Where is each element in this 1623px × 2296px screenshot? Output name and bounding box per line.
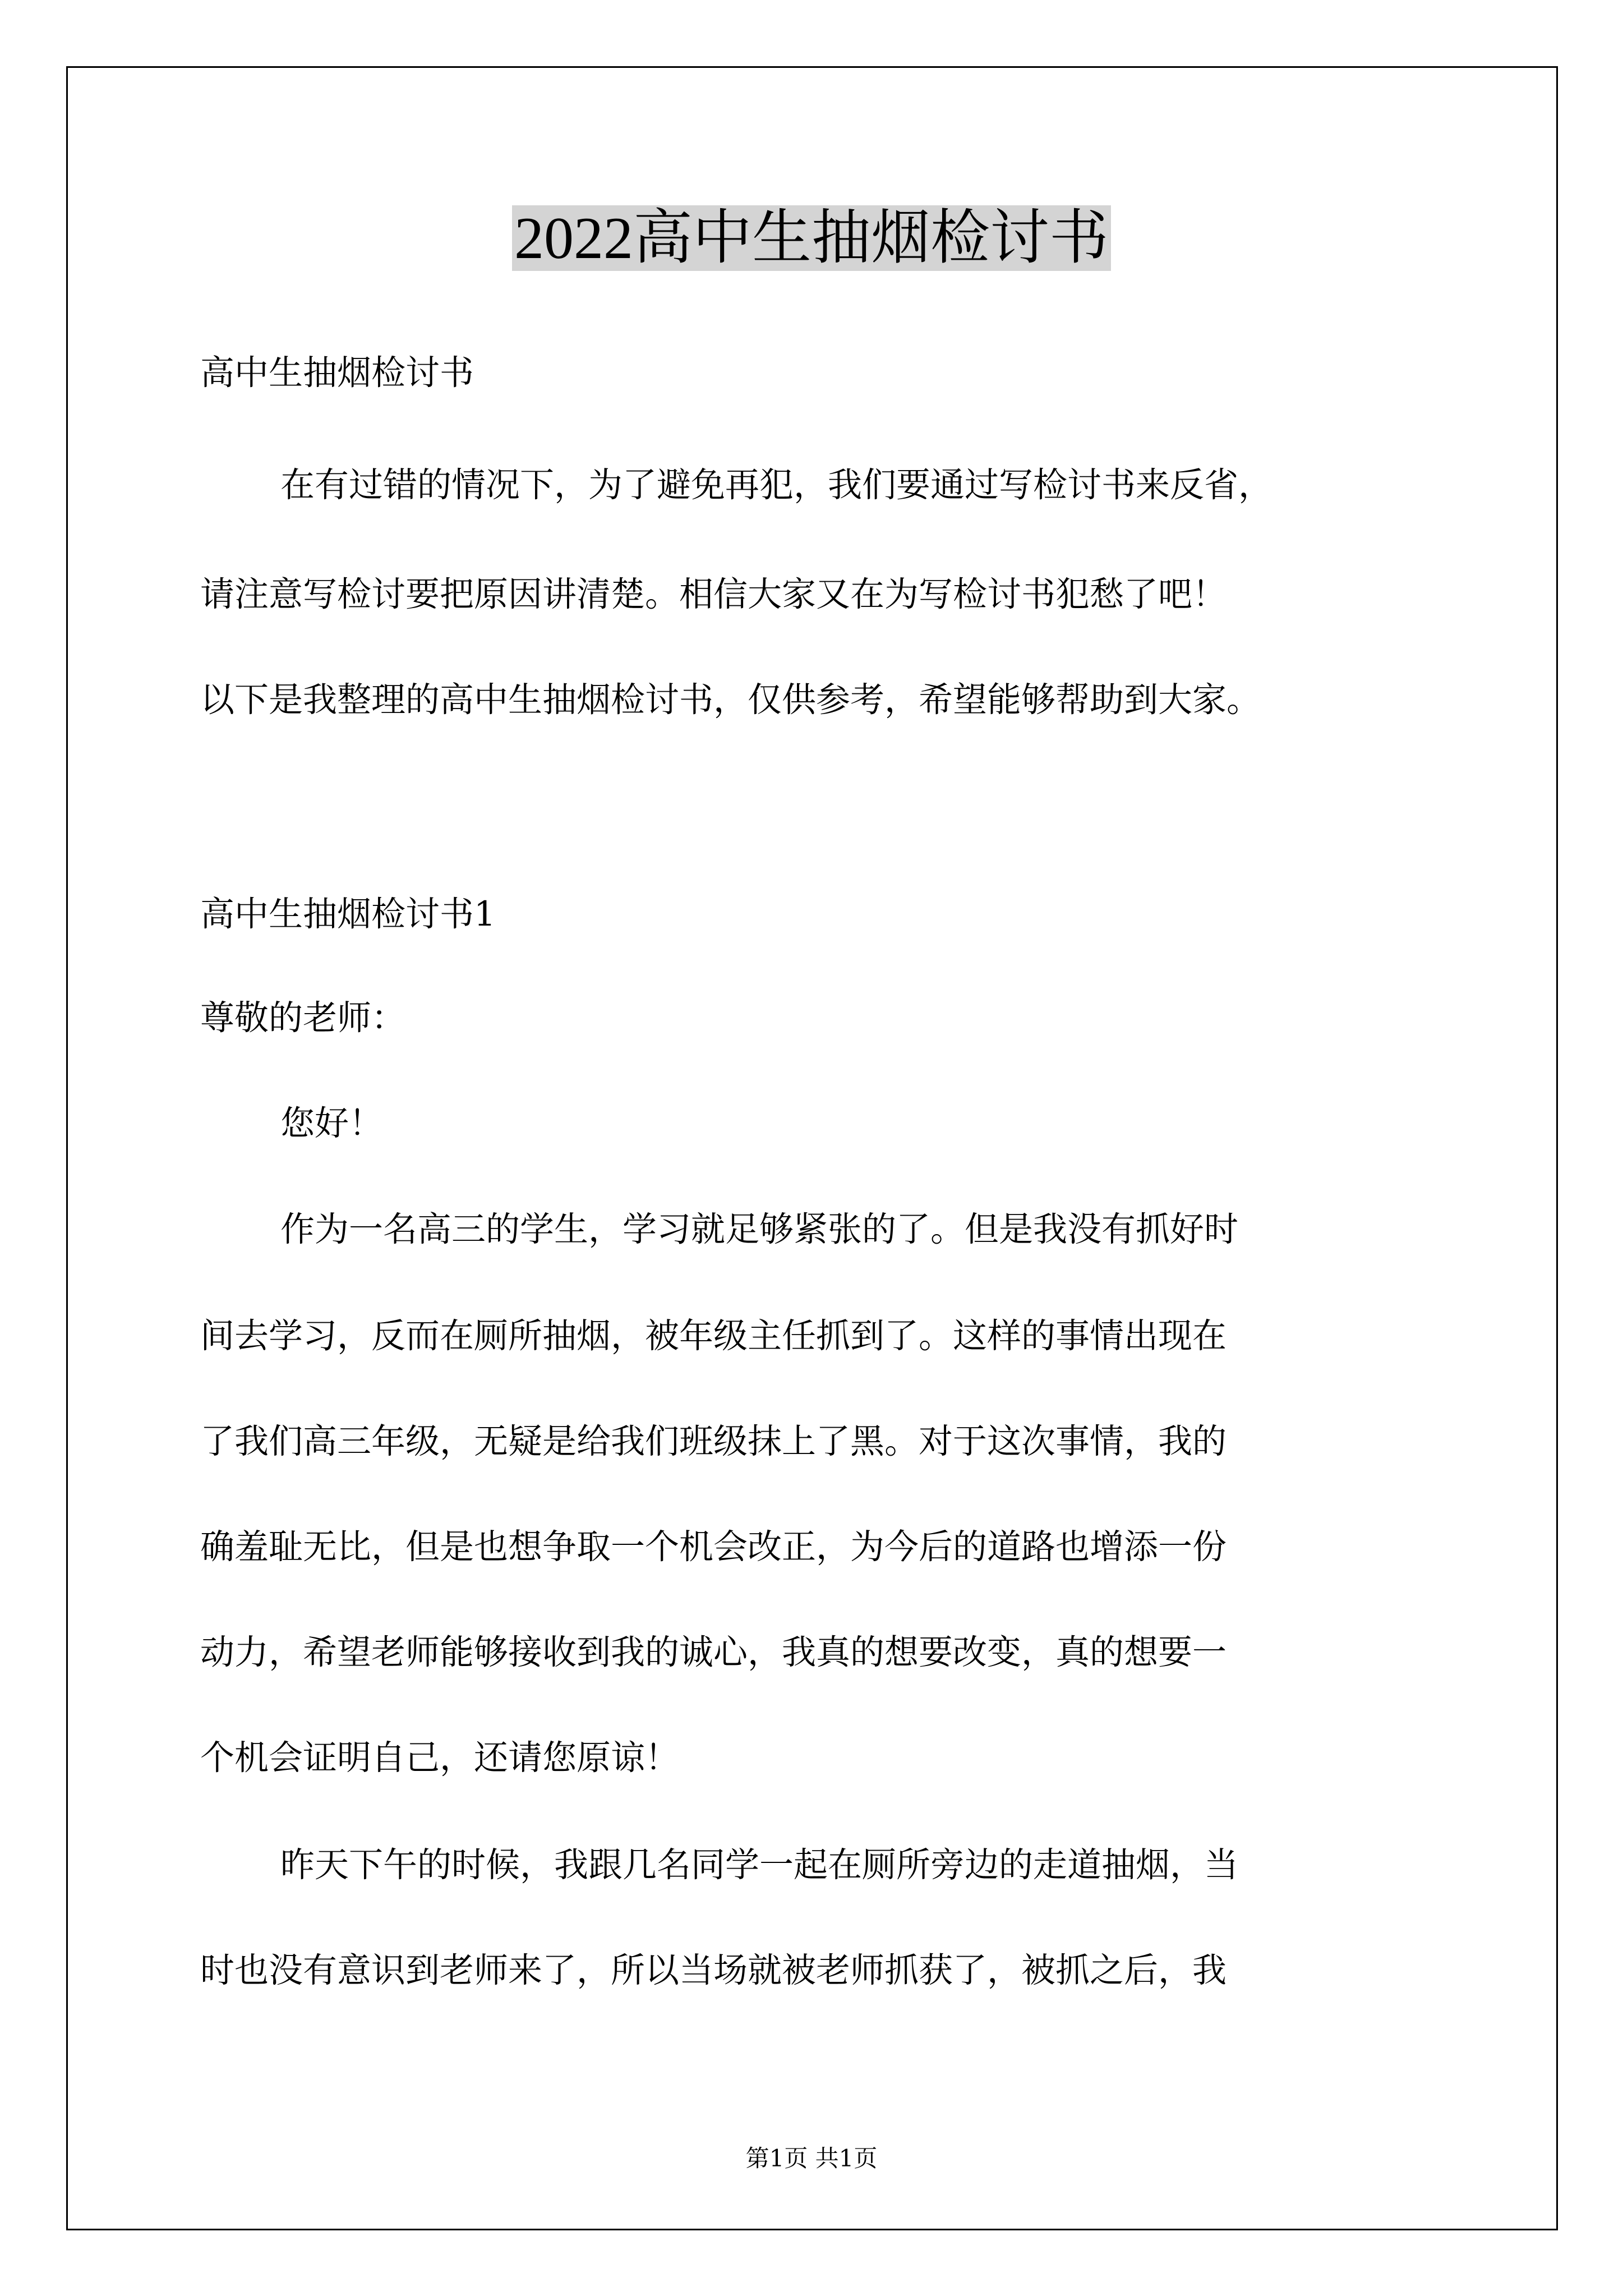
paragraph-line: 请注意写检讨要把原因讲清楚。相信大家又在为写检讨书犯愁了吧！ <box>200 574 1227 614</box>
page-footer: 第1页 共1页 <box>745 2145 878 2172</box>
paragraph-line: 作为一名高三的学生，学习就足够紧张的了。但是我没有抓好时 <box>280 1209 1239 1249</box>
paragraph-line: 了我们高三年级，无疑是给我们班级抹上了黑。对于这次事情，我的 <box>200 1421 1227 1461</box>
salutation: 尊敬的老师： <box>200 998 406 1038</box>
document-title: 2022高中生抽烟检讨书 <box>0 199 1623 278</box>
paragraph-line: 时也没有意识到老师来了，所以当场就被老师抓获了，被抓之后，我 <box>200 1950 1227 1990</box>
paragraph-line: 昨天下午的时候，我跟几名同学一起在厕所旁边的走道抽烟，当 <box>280 1845 1239 1885</box>
paragraph-line: 以下是我整理的高中生抽烟检讨书，仅供参考，希望能够帮助到大家。 <box>200 680 1261 720</box>
paragraph-line: 个机会证明自己，还请您原谅！ <box>200 1738 680 1778</box>
section-heading: 高中生抽烟检讨书1 <box>200 894 496 934</box>
paragraph-line: 在有过错的情况下，为了避免再犯，我们要通过写检讨书来反省， <box>280 465 1273 505</box>
section-heading: 高中生抽烟检讨书 <box>200 353 474 393</box>
paragraph-line: 间去学习，反而在厕所抽烟，被年级主任抓到了。这样的事情出现在 <box>200 1316 1227 1356</box>
paragraph-line: 确羞耻无比，但是也想争取一个机会改正，为今后的道路也增添一份 <box>200 1527 1227 1567</box>
paragraph-line: 动力，希望老师能够接收到我的诚心，我真的想要改变，真的想要一 <box>200 1632 1227 1672</box>
greeting: 您好！ <box>280 1103 384 1143</box>
